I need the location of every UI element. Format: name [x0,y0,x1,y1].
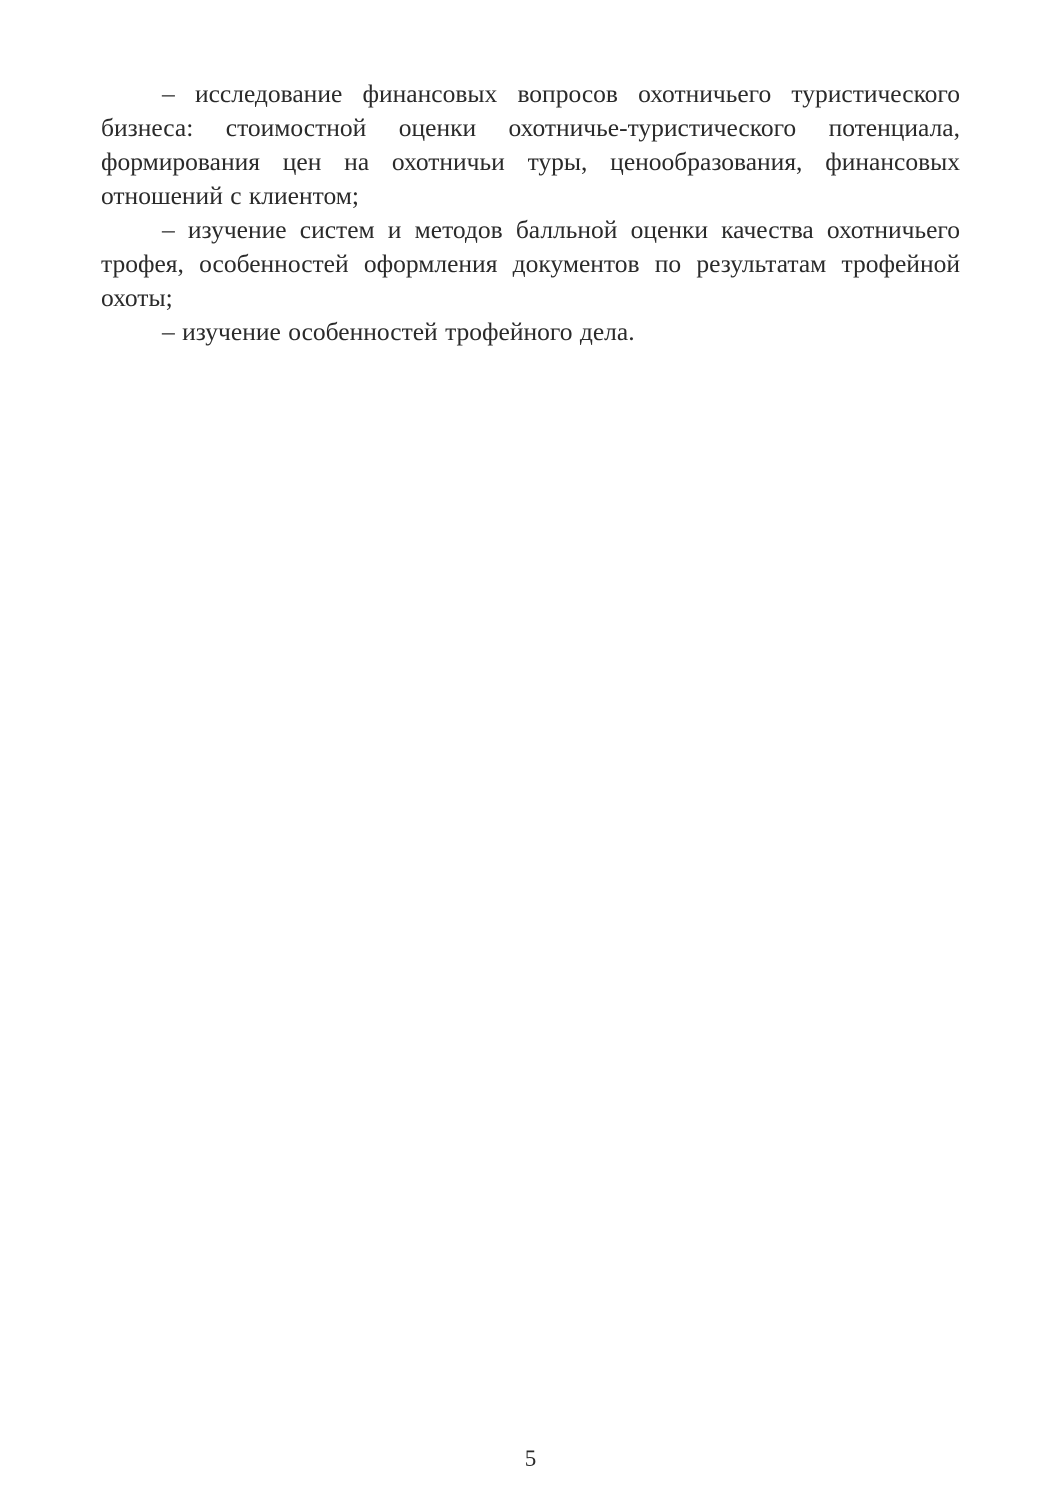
list-item-trophy-business: – изучение особенностей трофейного дела. [162,317,635,346]
body-text [101,77,960,349]
list-item-financial-questions: – исследование финансовых вопросов охотничьего туристического бизнеса: стоимостной оценки охотничье-туристического потенциала, формирования цен на охотничьи туры, ценообразования, финансовых отношений с клиентом; [101,79,960,210]
list-item-trophy-scoring: – изучение систем и методов балльной оценки качества охотничьего трофея, особенностей оформления документов по результатам трофейной охоты; [101,215,960,312]
page-number: 5 [524,1446,537,1471]
